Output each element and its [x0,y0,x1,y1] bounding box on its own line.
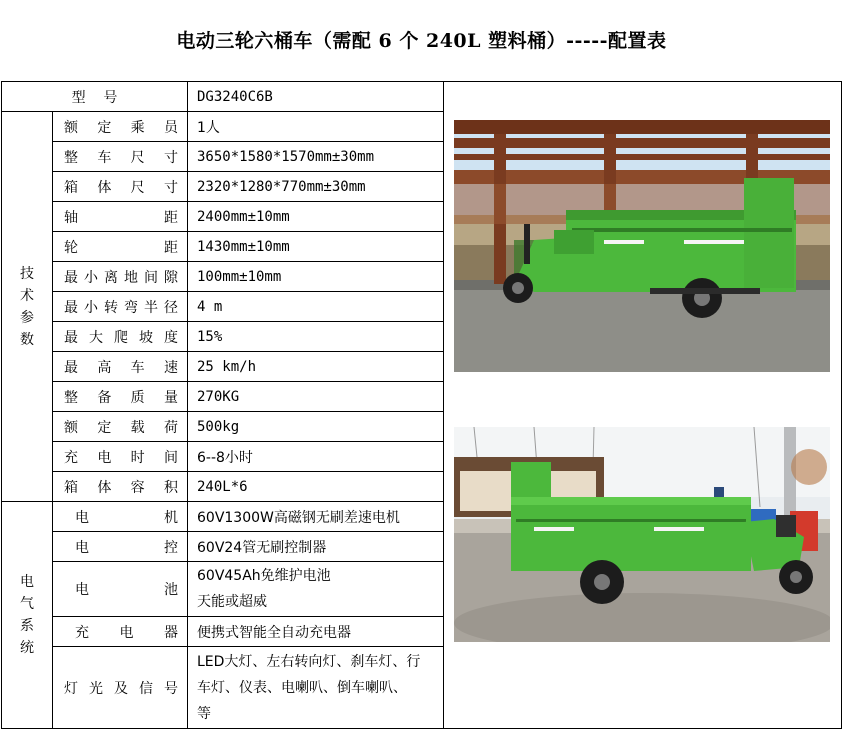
table-row [2,82,842,112]
group-label-tech: 技 术 参 数 [2,112,53,502]
spec-label: 灯光及信号 [53,647,188,729]
spec-value: 15% [188,322,444,352]
spec-value: 60V1300W高磁钢无刷差速电机 [188,502,444,532]
spec-label: 整车尺寸 [53,142,188,172]
spec-table [1,81,842,729]
model-label: 型 号 [2,82,188,112]
spec-label: 箱体尺寸 [53,172,188,202]
spec-value: 1430mm±10mm [188,232,444,262]
model-value: DG3240C6B [188,82,444,112]
spec-value: 100mm±10mm [188,262,444,292]
spec-label: 额定载荷 [53,412,188,442]
page-title: 电动三轮六桶车（需配 6 个 240L 塑料桶）-----配置表 [176,30,667,52]
spec-label: 整备质量 [53,382,188,412]
spec-label: 最小离地间隙 [53,262,188,292]
photo-cell [444,82,842,729]
spec-label: 充电器 [53,617,188,647]
spec-label: 箱体容积 [53,472,188,502]
spec-label: 最高车速 [53,352,188,382]
group-label-electrical: 电 气 系 统 [2,502,53,729]
vehicle-photo-bottom [454,427,830,642]
spec-label: 轴距 [53,202,188,232]
spec-value: 240L*6 [188,472,444,502]
spec-value: 60V24管无刷控制器 [188,532,444,562]
spec-label: 最小转弯半径 [53,292,188,322]
spec-value: 6--8小时 [188,442,444,472]
vehicle-photo-top [454,120,830,372]
spec-label: 电控 [53,532,188,562]
spec-value: 500kg [188,412,444,442]
spec-label: 电机 [53,502,188,532]
spec-value: 2400mm±10mm [188,202,444,232]
spec-value: 便携式智能全自动充电器 [188,617,444,647]
spec-label: 最大爬坡度 [53,322,188,352]
spec-label: 充电时间 [53,442,188,472]
spec-value: 2320*1280*770mm±30mm [188,172,444,202]
spec-label: 额定乘员 [53,112,188,142]
spec-value: 1人 [188,112,444,142]
spec-value: 3650*1580*1570mm±30mm [188,142,444,172]
spec-value: 270KG [188,382,444,412]
spec-value: LED大灯、左右转向灯、刹车灯、行 车灯、仪表、电喇叭、倒车喇叭、 等 [188,647,444,729]
spec-label: 轮距 [53,232,188,262]
spec-value: 4 m [188,292,444,322]
spec-label: 电池 [53,562,188,617]
spec-value: 60V45Ah免维护电池 天能或超威 [188,562,444,617]
spec-value: 25 km/h [188,352,444,382]
